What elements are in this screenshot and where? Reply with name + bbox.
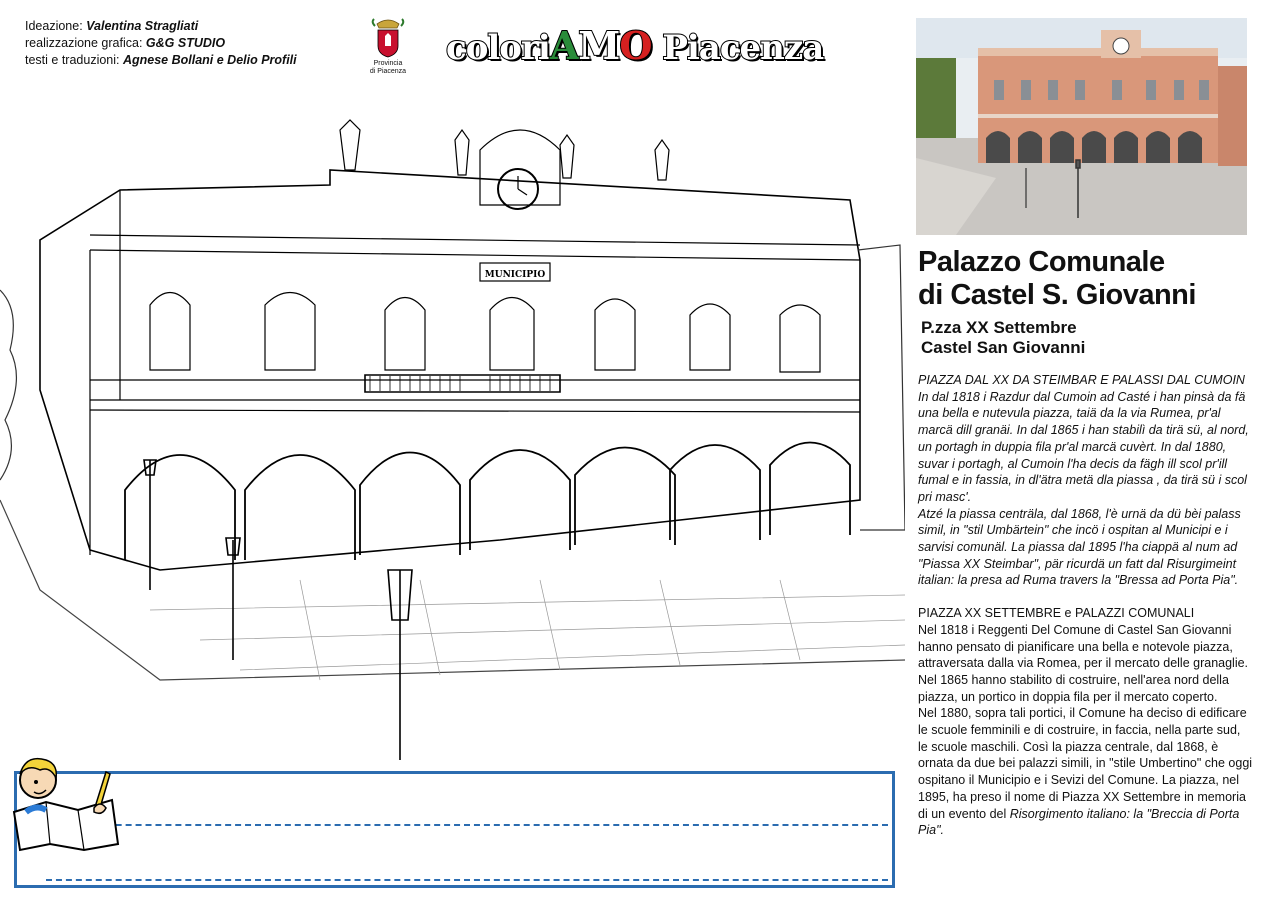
logo-text: colori (446, 28, 550, 68)
province-name: di Piacenza (369, 68, 407, 75)
italian-paragraph: Nel 1865 hanno stabilito di costruire, nell'area nord della piazza, un portico in doppia fila per il mercato coperto. (918, 672, 1229, 704)
credit-label: Ideazione: (25, 19, 83, 33)
credits (25, 18, 297, 69)
subtitle-line: P.zza XX Settembre (921, 318, 1077, 337)
credit-value: G&G STUDIO (145, 36, 226, 50)
italian-paragraph: Nel 1880, sopra tali portici, il Comune ha deciso di edificare le scuole femminili e di costruire, in faccia, nella parte sud, le scuole maschili. Così la piazza centrale, dal 1868, è ornata da due bei palazzi simili, in "stile Umbertino" che oggi ospitano il Municipio e i Sevizi del Comune. La piazza, nel 1895, ha preso il nome di Piazza XX Settembre in memoria di un evento del (918, 706, 1253, 821)
dialect-paragraph: In dal 1818 i Razdur dal Cumoin ad Casté i han pinsà da fä una bella e nutevula piazza, taiä da la via Rumea, pr'al marcä dill granäi. In dal 1865 i han stabilì da tirä sü, al nord, un portagh in duppia fila pr'al marcä cuvèrt. In dal 1880, suvar i portagh, al Cumoin l'ha decis da fägh ill scol pr'ill fumal e in fassia, in dl'ätra metä dla piassa , da tirä sü i scol pri masc'. (918, 389, 1249, 504)
coloriamo-logo (446, 22, 823, 70)
credit-value: Valentina Stragliati (86, 19, 199, 33)
dialect-section-title: PIAZZA DAL XX DA STEIMBAR E PALASSI DAL CUMOIN (918, 373, 1245, 387)
italian-paragraph: Nel 1818 i Reggenti Del Comune di Castel San Giovanni hanno pensato di pianificare una bella e notevole piazza, attraversata dalla via Romea, per il mercato delle granaglie. (918, 622, 1249, 671)
child-writing-icon (6, 752, 126, 852)
writing-line[interactable] (46, 824, 888, 826)
municipio-sign: MUNICIPIO (484, 270, 546, 280)
coloring-drawing (0, 100, 905, 780)
building-photo (916, 18, 1247, 235)
page-title (918, 246, 1196, 312)
title-line: di Castel S. Giovanni (918, 279, 1196, 311)
credit-label: testi e traduzioni: (25, 53, 120, 67)
logo-text: Piacenza (651, 28, 824, 68)
title-line: Palazzo Comunale (918, 246, 1165, 278)
logo-text: A (549, 23, 579, 68)
writing-line[interactable] (46, 879, 888, 881)
italian-section-title: PIAZZA XX SETTEMBRE e PALAZZI COMUNALI (918, 606, 1195, 621)
logo-text: O (619, 23, 652, 68)
crest-icon (371, 18, 405, 58)
logo-text: M (578, 23, 620, 68)
subtitle (921, 318, 1085, 358)
writing-area[interactable] (14, 771, 895, 888)
credit-label: realizzazione grafica: (25, 36, 143, 50)
italian-paragraph-italic: Risorgimento italiano: la "Breccia di Porta Pia". (918, 806, 1240, 838)
province-name: Provincia (373, 60, 403, 67)
dialect-paragraph: Atzé la piassa centräla, dal 1868, l'è urnä da dü bèi palass simil, in "stil Umbärtein" che incö i ospitan al Municipi e i sarvisi comunäl. La piassa dal 1895 l'ha ciappä al num ad "Piassa XX Steimbar", pär ricurdä un fatt dal Risurgimeint italian: la presa ad Ruma travers la "Bressa ad Porta Pia". (918, 506, 1241, 588)
subtitle-line: Castel San Giovanni (921, 338, 1086, 357)
description-text (918, 372, 1253, 839)
province-logo (364, 18, 412, 76)
credit-value: Agnese Bollani e Delio Profili (122, 53, 297, 67)
